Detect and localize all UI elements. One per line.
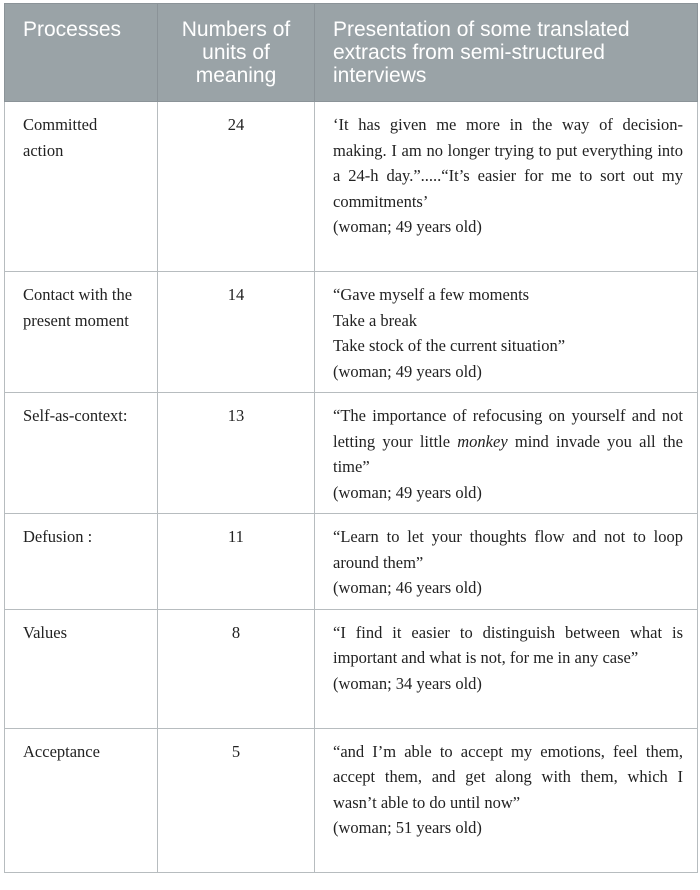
table-row (5, 272, 698, 393)
units-cell: 8 (158, 609, 315, 728)
extract-attribution: (woman; 49 years old) (333, 482, 482, 502)
extract-quote: “I find it easier to distinguish between what is important and what is not, for me in any case” (333, 622, 683, 667)
extract-cell (315, 102, 698, 272)
units-cell: 11 (158, 514, 315, 610)
table-row (5, 728, 698, 872)
header-row (5, 4, 698, 102)
extract-cell (315, 393, 698, 514)
units-cell: 13 (158, 393, 315, 514)
header-processes: Processes (5, 4, 158, 102)
table-row (5, 514, 698, 610)
extract-quote: “Learn to let your thoughts flow and not to loop around them” (333, 527, 683, 572)
table-row (5, 609, 698, 728)
extract-cell (315, 272, 698, 393)
extract-quote: ‘It has given me more in the way of decision-making. I am no longer trying to put everything into a 24-h day.”.....“It’s easier for me to sort out my commitments’ (333, 115, 683, 211)
extract-attribution: (woman; 34 years old) (333, 673, 482, 693)
table-row (5, 393, 698, 514)
extract-attribution: (woman; 49 years old) (333, 217, 482, 236)
extract-cell (315, 728, 698, 872)
extract-quote (333, 403, 683, 480)
process-cell: Contact with the present moment (5, 272, 158, 393)
extract-attribution: (woman; 51 years old) (333, 818, 482, 837)
extract-quote-line: Take stock of the current situation” (333, 336, 566, 355)
table-row (5, 102, 698, 272)
extract-cell (315, 609, 698, 728)
header-units: Numbers of units of meaning (158, 4, 315, 102)
units-of-meaning-table (4, 3, 698, 873)
extract-attribution: (woman; 46 years old) (333, 578, 482, 597)
extract-quote-line: Take a break (333, 310, 418, 330)
units-cell: 5 (158, 728, 315, 872)
process-cell: Defusion : (5, 514, 158, 610)
extract-cell (315, 514, 698, 610)
process-cell: Committed action (5, 102, 158, 272)
extract-attribution: (woman; 49 years old) (333, 361, 482, 381)
process-cell: Acceptance (5, 728, 158, 872)
extract-quote-line: “Gave myself a few moments (333, 285, 530, 304)
extract-quote-text: mind invade you all the time” (333, 431, 683, 476)
process-cell: Self-as-context: (5, 393, 158, 514)
extract-quote-text: “The importance of refocusing on yourself and not letting your little (333, 406, 683, 451)
header-extracts: Presentation of some translated extracts from semi-structured interviews (315, 4, 698, 102)
process-cell: Values (5, 609, 158, 728)
units-cell: 14 (158, 272, 315, 393)
extract-quote: “and I’m able to accept my emotions, feel them, accept them, and get along with them, which I wasn’t able to do until now” (333, 741, 683, 812)
extract-quote-emphasis: monkey (457, 431, 508, 451)
units-cell: 24 (158, 102, 315, 272)
